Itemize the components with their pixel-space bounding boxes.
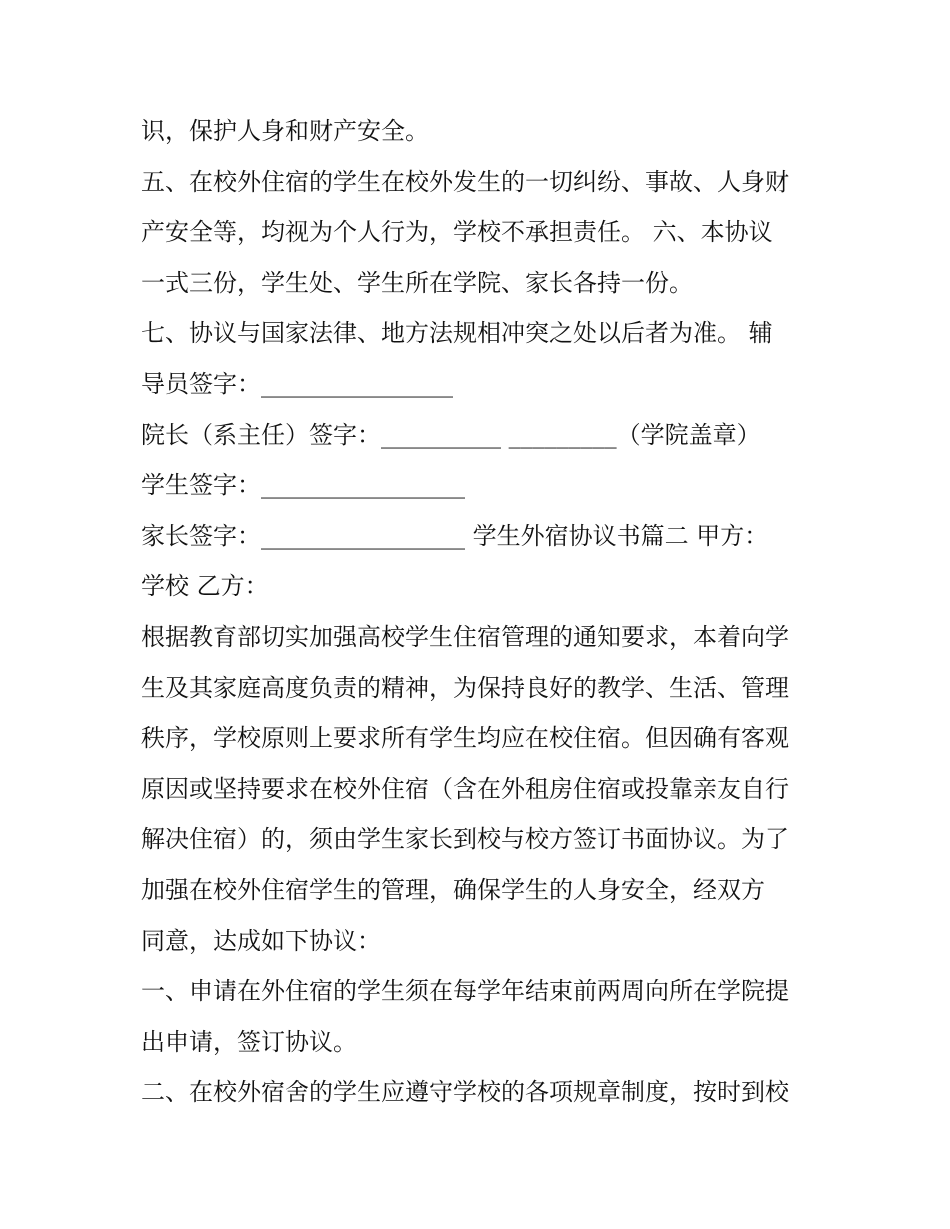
text-line: 生及其家庭高度负责的精神，为保持良好的教学、生活、管理: [141, 673, 789, 702]
text-line: 秩序，学校原则上要求所有学生均应在校住宿。但因确有客观: [141, 724, 789, 753]
text-line: 一式三份，学生处、学生所在学院、家长各持一份。: [141, 268, 693, 297]
text-line: 一、申请在外住宿的学生须在每学年结束前两周向所在学院提: [141, 977, 789, 1006]
text-line: 加强在校外住宿学生的管理，确保学生的人身安全，经双方: [141, 875, 765, 904]
text-line: 识，保护人身和财产安全。: [141, 117, 429, 145]
text-line: 解决住宿）的，须由学生家长到校与校方签订书面协议。为了: [141, 825, 789, 854]
document-body: [141, 106, 821, 1118]
counselor-signature-line: 导员签字：________________: [141, 369, 453, 398]
text-line: 产安全等，均视为个人行为，学校不承担责任。 六、本协议: [141, 218, 773, 247]
text-line: 出申请，签订协议。: [141, 1027, 357, 1056]
text-line: 根据教育部切实加强高校学生住宿管理的通知要求，本着向学: [141, 622, 789, 651]
text-line: 二、在校外宿舍的学生应遵守学校的各项规章制度，按时到校: [141, 1078, 789, 1107]
text-line: 七、协议与国家法律、地方法规相冲突之处以后者为准。 辅: [141, 319, 773, 348]
student-signature-line: 学生签字：_________________: [141, 471, 465, 500]
text-line: 五、在校外住宿的学生在校外发生的一切纠纷、事故、人身财: [141, 167, 789, 196]
text-line: 原因或坚持要求在校外住宿（含在外租房住宿或投靠亲友自行: [141, 774, 789, 803]
party-line: 学校 乙方：: [141, 572, 269, 601]
text-line: 同意，达成如下协议：: [141, 926, 381, 955]
dean-signature-line: 院长（系主任）签字：__________ _________（学院盖章）: [141, 420, 761, 449]
parent-signature-line: 家长签字：_________________ 学生外宿协议书篇二 甲方：: [141, 521, 769, 550]
